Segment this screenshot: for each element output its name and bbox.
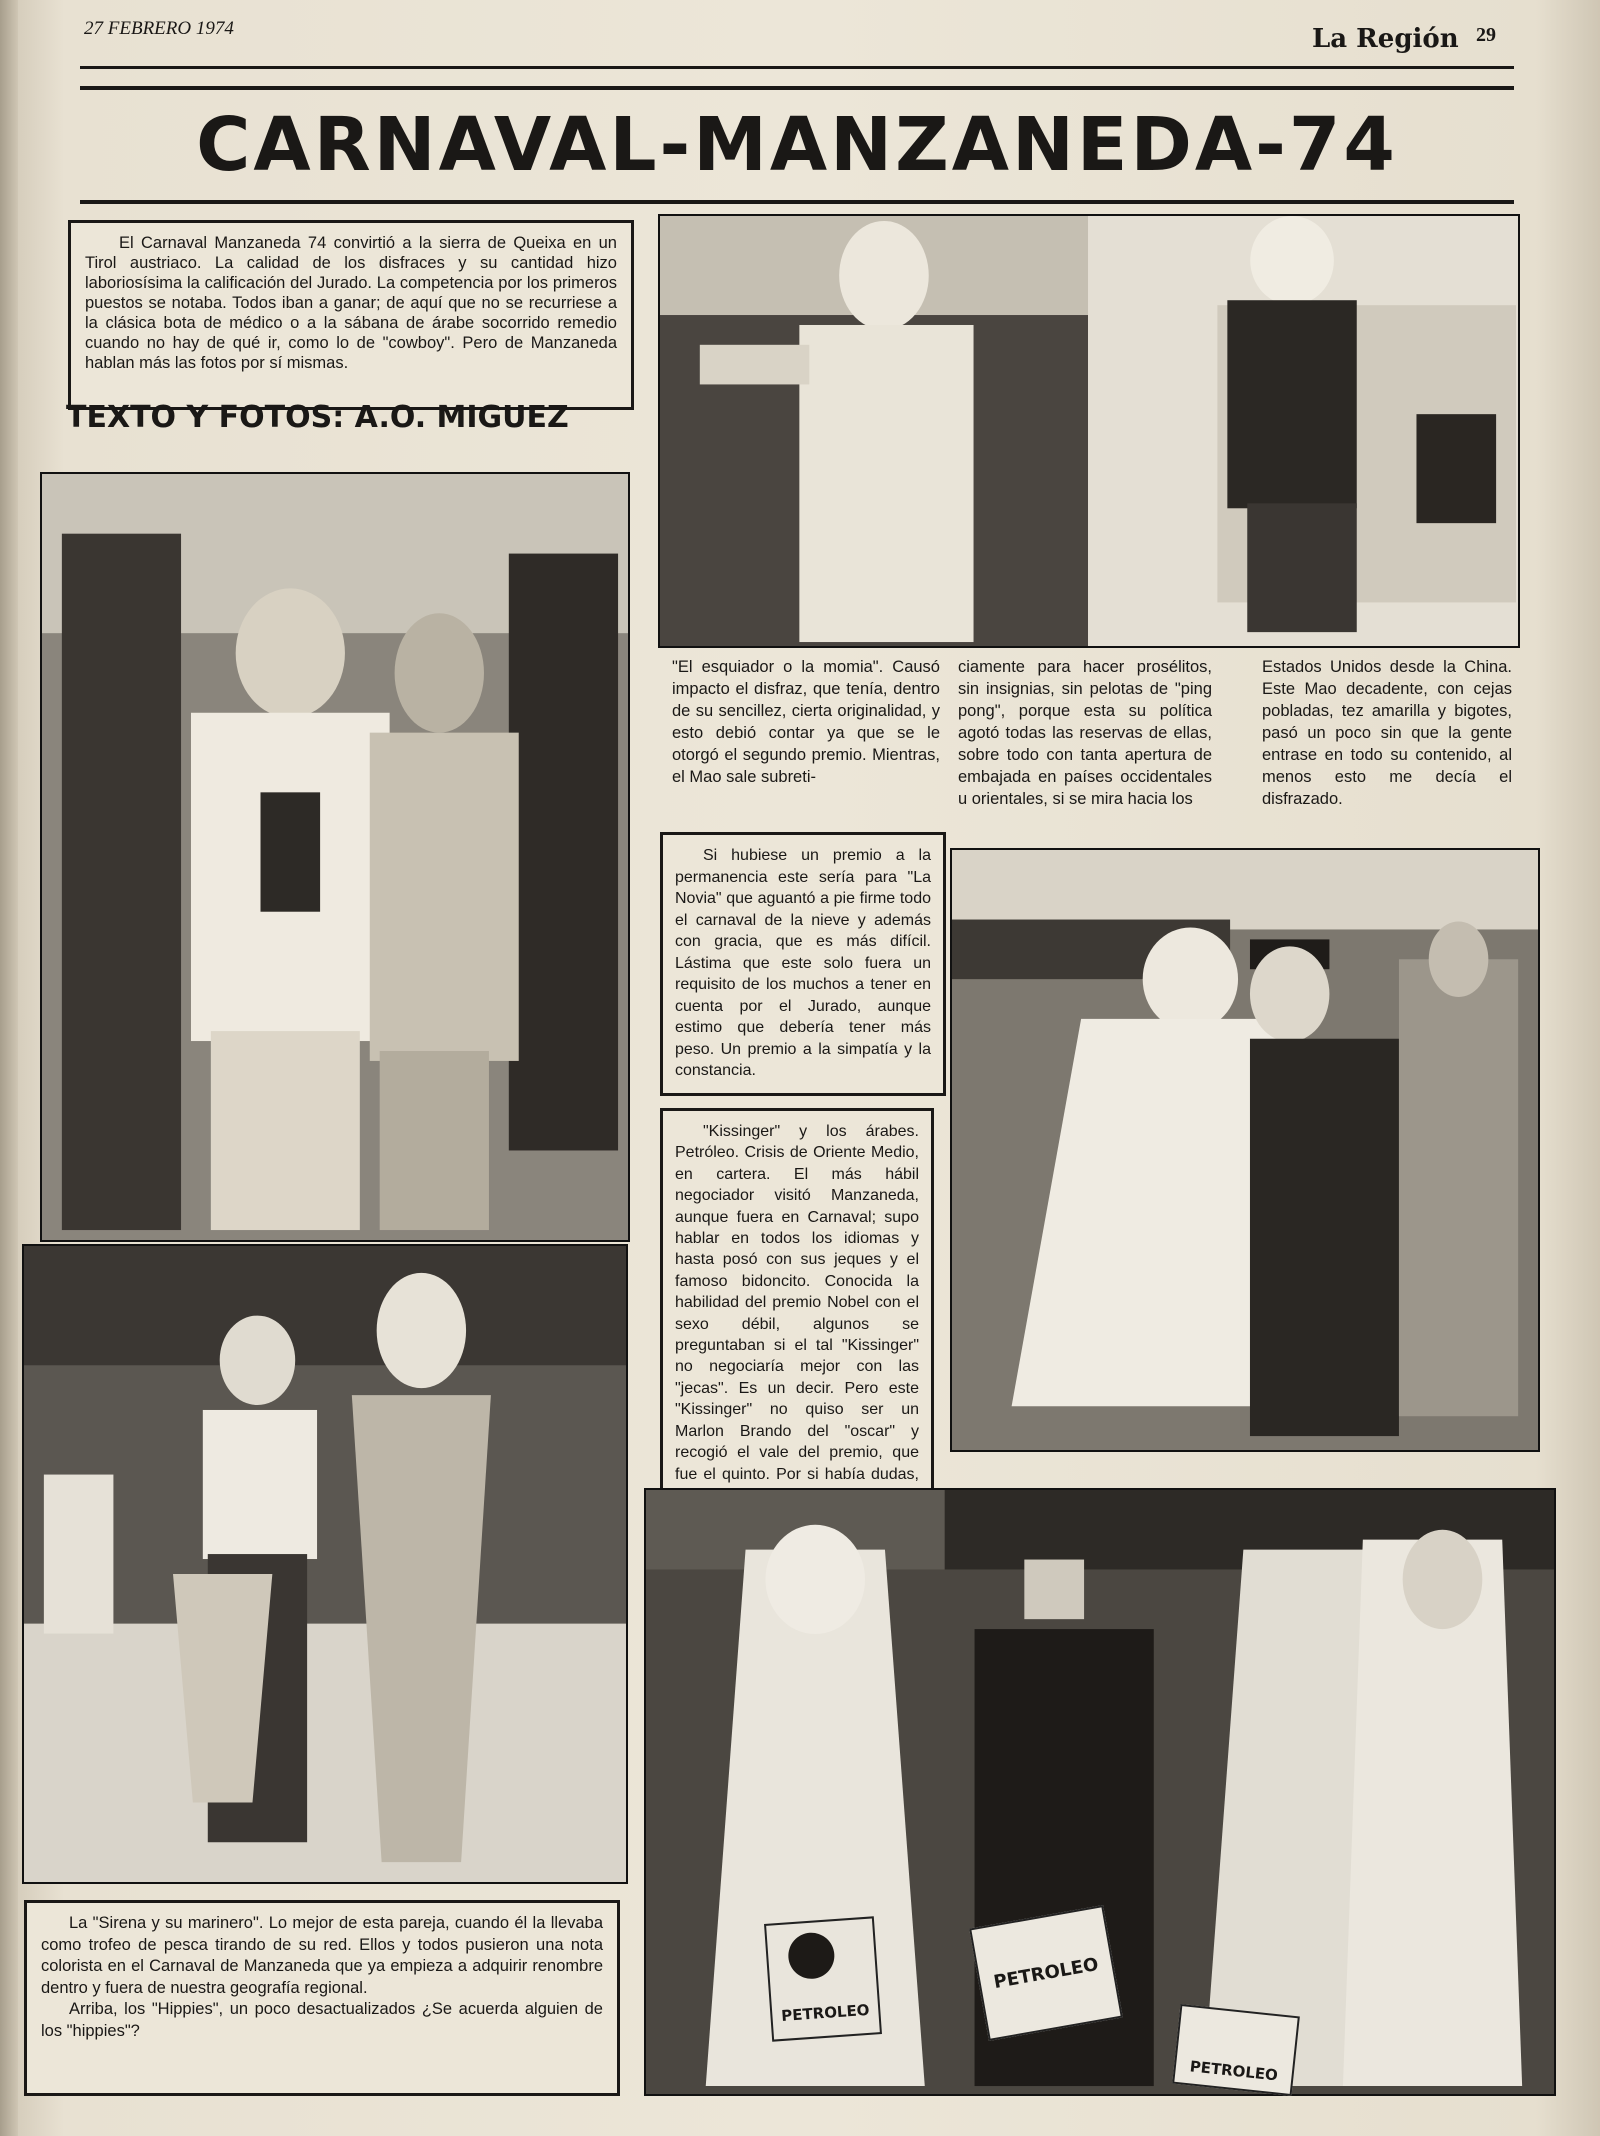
photo-novia [950,848,1540,1452]
header-page-number: 29 [1476,24,1496,46]
caption-mummy-text2: ciamente para hacer prosélitos, sin insignias, sin pelotas de "ping pong", porque esta su política agotó todas las reservas de ellas, sobre todo con tanta apertura de embajada en países occidentales u orientales, si se mira hacia los [958,658,1212,808]
header-paper-name: La Región [1312,24,1459,54]
sirena-image [24,1246,626,1882]
caption-kissinger [675,1121,919,1528]
header-date: 27 FEBRERO 1974 [84,18,234,39]
caption-sirena-text2: Arriba, los "Hippies", un poco desactualizados ¿Se acuerda alguien de los "hippies"? [41,2000,603,2040]
caption-novia [675,845,931,1082]
novia-image [952,850,1538,1450]
headline-box [80,86,1514,204]
intro-text: El Carnaval Manzaneda 74 convirtió a la sierra de Queixa en un Tirol austriaco. La calidad de los disfraces y su cantidad hizo laboriosísima la calificación del Jurado. La competencia por los primeros puestos se notaba. Todos iban a ganar; de aquí que no se recurriese a la clásica bota de médico o a la sábana de árabe socorrido remedio cuando no hay de qué ir, como lo de "cowboy". Pero de Manzaneda hablan más las fotos por sí mismas. [85,234,617,372]
caption-sirena-text1: La "Sirena y su marinero". Lo mejor de esta pareja, cuando él la llevaba como trofeo de pesca tirando de su red. Ellos y todos pusieron una nota colorista en el Carnaval de Manzaneda que ya empieza a adquirir renombre dentro y fuera de nuestra geografía regional. [41,1914,603,1997]
caption-mummy-col1 [672,656,940,788]
mummy-mao-image [660,216,1518,646]
caption-kissinger-text: "Kissinger" y los árabes. Petróleo. Crisis de Oriente Medio, en cartera. El más hábil negociador visitó Manzaneda, aunque fuera en Carnaval; supo hablar en todos los idiomas y hasta posó con sus jeques y el famoso bidoncito. Conocida la habilidad del premio Nobel con el sexo débil, algunos se preguntaban si el tal "Kissinger" no negociaría mejor con las "jecas". Es un decir. Pero este "Kissinger" no quiso ser un Marlon Brando del "oscar" y recogió el vale del premio, que fue el quinto. Por si había dudas, [675,1123,919,1483]
caption-mummy-col3 [1262,656,1512,810]
caption-sirena-box [24,1900,620,2096]
petroleo-sign-2 [969,1905,1123,2041]
caption-mummy-col2 [958,656,1212,810]
header-rule [80,66,1514,69]
caption-mummy-text3: Estados Unidos desde la China. Este Mao decadente, con cejas pobladas, tez amarilla y bigotes, pasó un poco sin que la gente entrase en todo su contenido, al menos esto me decía el disfrazado. [1262,658,1512,808]
photo-sirena-marinero [22,1244,628,1884]
petroleo-logo-icon [787,1931,836,1980]
petroleo-sign-1 [764,1916,882,2041]
page-gutter [0,0,18,2136]
caption-novia-box [660,832,946,1096]
photo-credit: TEXTO Y FOTOS: A.O. MIGUEZ [66,400,569,435]
caption-novia-text: Si hubiese un premio a la permanencia este sería para "La Novia" que aguantó a pie firme todo el carnaval de la nieve y además con gracia, que es más difícil. Lástima que este solo fuera un requisito de los muchos a tener en cuenta por el Jurado, aunque estimo que debería tener más peso. Un premio a la simpatía y la constancia. [675,847,931,1079]
hippies-image [42,474,628,1240]
petroleo-sign-3 [1172,2004,1300,2096]
headline: CARNAVAL-MANZANEDA-74 [196,102,1398,188]
caption-mummy-text1: "El esquiador o la momia". Causó impacto el disfraz, que tenía, dentro de su sencillez, cierta originalidad, y esto debió contar ya que se le otorgó el segundo premio. Mientras, el Mao sale subreti- [672,658,940,786]
photo-mummy-mao [658,214,1520,648]
petroleo-sign-text-3: PETROLEO [1188,2057,1279,2085]
photo-hippies [40,472,630,1242]
petroleo-sign-text-1: PETROLEO [780,2000,871,2025]
caption-sirena [41,1913,603,2042]
petroleo-sign-text-2: PETROLEO [991,1953,1101,1993]
intro-box [68,220,634,410]
